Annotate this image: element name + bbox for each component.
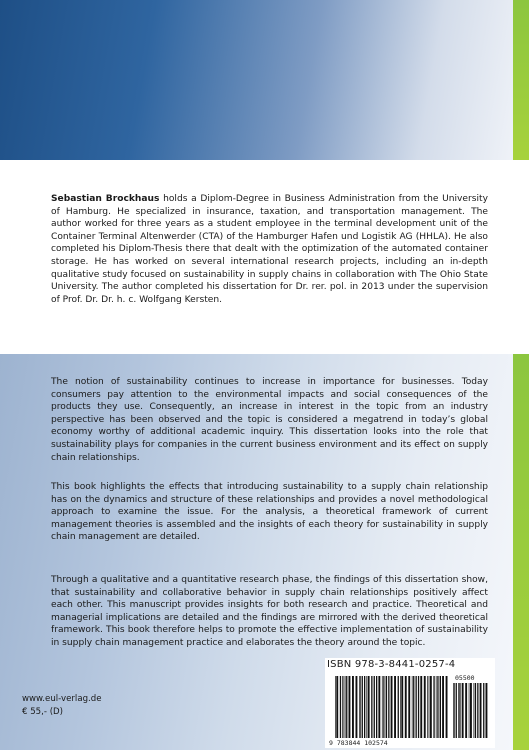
barcode-digits: 9 783844 102574 — [329, 739, 388, 747]
barcode-bar — [437, 676, 438, 738]
top-gradient-band — [0, 0, 529, 160]
green-edge-strip-bottom — [513, 354, 529, 750]
blurb-paragraph-2: This book highlights the effects that introducing sustainability to a supply chain relationship has on the dynamics and structure of these relationships and provides a novel methodological approach to examine the issue. For the analysis, a theoretical framework of current management theories is assembled and the insights of each theory for sustainability in supply chain management are detailed. — [51, 482, 488, 543]
barcode-bar — [401, 676, 403, 738]
barcode-bar — [394, 676, 396, 738]
barcode-bar — [483, 683, 484, 738]
barcode-bar — [453, 683, 454, 738]
barcode-bar — [344, 676, 345, 738]
barcode — [325, 674, 495, 748]
blurb-section — [0, 354, 513, 750]
barcode-bar — [480, 683, 482, 738]
author-bio — [51, 193, 488, 306]
isbn-text: ISBN 978-3-8441-0257-4 — [327, 659, 456, 670]
barcode-bar — [366, 676, 367, 738]
blurb-paragraph-1: The notion of sustainability continues to increase in importance for businesses. Today consumers pay attention to the environmental impacts and social consequences of the products they use. Consequently, an increase in interest in the topic from an industry perspective has been observed and the topic is considered a megatrend in today’s global economy worthy of additional academic inquiry. This dissertation looks into the role that sustainability plays for companies in the current business environment and its effect on supply chain relationships. — [51, 377, 488, 463]
barcode-bar — [427, 676, 428, 738]
barcode-bar — [474, 683, 475, 738]
author-section — [0, 160, 513, 354]
barcode-bar — [454, 683, 455, 738]
barcode-bar — [352, 676, 354, 738]
barcode-bar — [335, 676, 336, 738]
barcode-bar — [475, 683, 476, 738]
barcode-bar — [486, 683, 488, 738]
barcode-bar — [386, 676, 387, 738]
barcode-box — [325, 658, 495, 748]
barcode-bar — [400, 676, 401, 738]
barcode-bar — [412, 676, 413, 738]
barcode-bar — [342, 676, 343, 738]
barcode-bar — [336, 676, 338, 738]
barcode-bar — [376, 676, 377, 738]
barcode-bar — [408, 676, 410, 738]
barcode-bar — [418, 676, 419, 738]
barcode-bar — [356, 676, 358, 738]
barcode-bars — [335, 676, 448, 738]
barcode-bar — [429, 676, 430, 738]
barcode-bar — [364, 676, 365, 738]
blurb-paragraph-3: Through a qualitative and a quantitative research phase, the findings of this dissertation show, that sustainability and collaborative behavior in supply chain relationships positively affect each other. This manuscript provides insights for both research and practice. Theoretical and managerial implications are detailed and the findings are mirrored with the derived theoretical framework. This book therefore helps to promote the effective implementation of sustainability in supply chain management practice and elaborates the theory around the topic. — [51, 575, 488, 648]
author-name: Sebastian Brockhaus — [51, 194, 160, 204]
barcode-bar — [368, 676, 370, 738]
barcode-bar — [378, 676, 380, 738]
barcode-bar — [469, 683, 470, 738]
barcode-bar — [362, 676, 363, 738]
barcode-bar — [382, 676, 383, 738]
barcode-bar — [433, 676, 434, 738]
price: € 55,- (D) — [22, 707, 64, 717]
green-edge-strip-top — [513, 0, 529, 160]
barcode-bar — [424, 676, 426, 738]
barcode-bar — [430, 676, 432, 738]
barcode-bar — [456, 683, 457, 738]
barcode-bar — [458, 683, 459, 738]
barcode-bar — [349, 676, 351, 738]
barcode-bar — [442, 676, 444, 738]
barcode-bar — [345, 676, 346, 738]
barcode-bar — [462, 683, 464, 738]
barcode-bar — [383, 676, 384, 738]
barcode-bar — [465, 683, 467, 738]
barcode-addon-bars — [453, 683, 487, 738]
author-bio-text: holds a Diplom-Degree in Business Administration from the University of Hamburg. He specialized in insurance, taxation, and transportation management. The author worked for three years as a student employee in the terminal development unit of the Container Terminal Altenwerder (CTA) of the Hamburger Hafen und Logistik AG (HHLA). He also completed his Diplom-Thesis there that dealt with the optimization of the automated container storage. He has worked on several international research projects, including an in-depth qualitative study focused on sustainability in supply chains in collaboration with The Ohio State University. The author completed his dissertation for Dr. rer. pol. in 2013 under the supervision of Prof. Dr. Dr. h. c. Wolfgang Kersten. — [51, 194, 488, 305]
barcode-bar — [391, 676, 393, 738]
barcode-bar — [405, 676, 407, 738]
barcode-bar — [388, 676, 389, 738]
barcode-bar — [420, 676, 422, 738]
barcode-addon-digits: 05500 — [455, 674, 475, 682]
barcode-bar — [446, 676, 448, 738]
barcode-bar — [440, 676, 441, 738]
barcode-bar — [359, 676, 360, 738]
barcode-bar — [477, 683, 478, 738]
barcode-bar — [360, 676, 361, 738]
barcode-bar — [398, 676, 399, 738]
barcode-bar — [436, 676, 437, 738]
barcode-bar — [374, 676, 375, 738]
barcode-bar — [413, 676, 414, 738]
barcode-bar — [340, 676, 341, 738]
barcode-bar — [438, 676, 439, 738]
barcode-bar — [346, 676, 347, 738]
barcode-bar — [470, 683, 472, 738]
barcode-bar — [371, 676, 372, 738]
barcode-bar — [459, 683, 460, 738]
barcode-bar — [385, 676, 386, 738]
barcode-bar — [416, 676, 417, 738]
publisher-website[interactable]: www.eul-verlag.de — [22, 694, 102, 704]
